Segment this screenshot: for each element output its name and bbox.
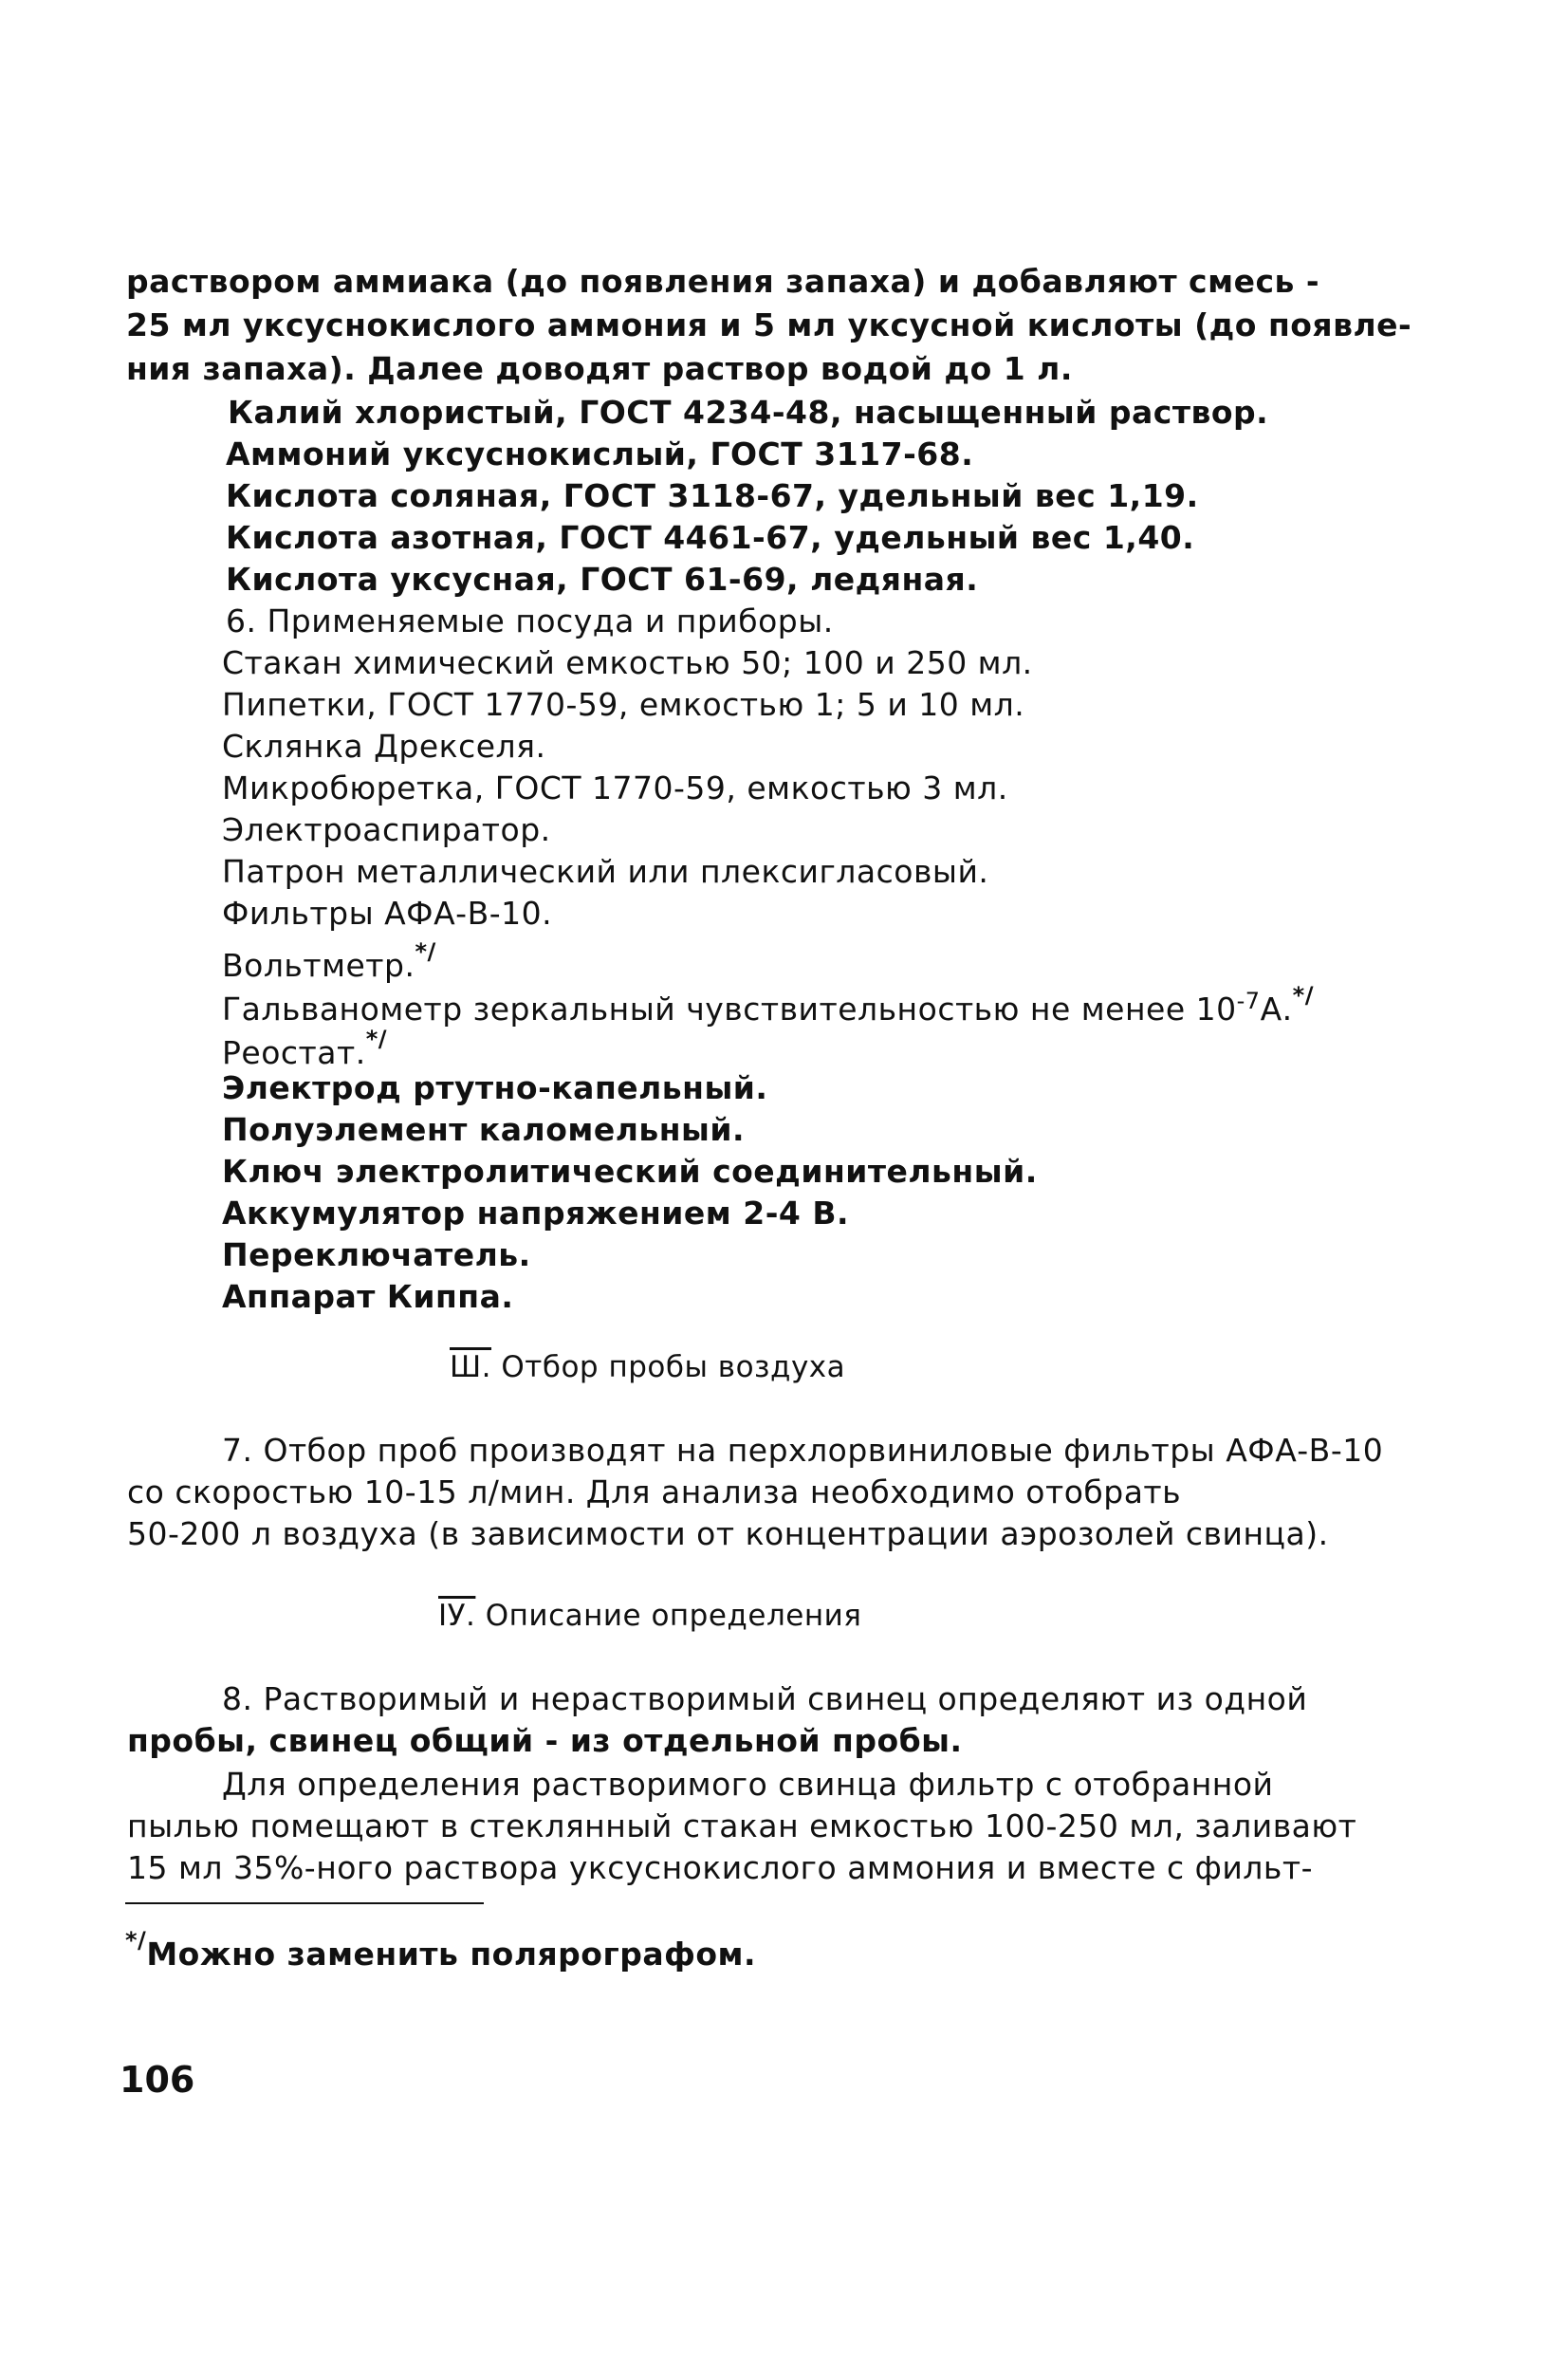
footnote-text: Можно заменить полярографом.	[146, 1936, 757, 1973]
section-3-title: Отбор пробы воздуха	[501, 1350, 846, 1384]
reagent-item: Аммоний уксуснокислый, ГОСТ 3117-68.	[226, 435, 974, 472]
footnote-marker: */	[1292, 982, 1314, 1009]
continuation-line-3: ния запаха). Далее доводят раствор водой до 1 л.	[126, 350, 1073, 387]
equipment-item: Стакан химический емкостью 50; 100 и 250 мл.	[222, 644, 1033, 681]
reagent-item: Кислота соляная, ГОСТ 3118-67, удельный вес 1,19.	[226, 477, 1199, 514]
section-4-title: Описание определения	[485, 1599, 862, 1633]
equipment-item: Ключ электролитический соединительный.	[222, 1153, 1038, 1190]
equipment-item: Электроаспиратор.	[222, 811, 551, 848]
paragraph-9-line: 15 мл 35%-ного раствора уксуснокислого аммония и вместе с фильт-	[127, 1849, 1313, 1886]
galvanometer-label: Гальванометр зеркальный чувствительностью не менее 10	[222, 991, 1237, 1028]
rheostat-label: Реостат.	[222, 1034, 366, 1071]
footnote-marker: */	[415, 938, 436, 965]
equipment-rheostat	[222, 1025, 387, 1073]
continuation-line-2: 25 мл уксуснокислого аммония и 5 мл уксусной кислоты (до появле-	[126, 306, 1412, 343]
paragraph-7-line: со скоростью 10-15 л/мин. Для анализа необходимо отобрать	[127, 1473, 1182, 1510]
section-4-numeral: IУ.	[438, 1599, 476, 1633]
galvanometer-exponent: -7	[1236, 988, 1261, 1014]
equipment-item: Микробюретка, ГОСТ 1770-59, емкостью 3 мл.	[222, 769, 1008, 806]
reagent-item: Кислота азотная, ГОСТ 4461-67, удельный вес 1,40.	[226, 519, 1195, 556]
equipment-item: Патрон металлический или плексигласовый.	[222, 853, 989, 890]
continuation-line-1: раствором аммиака (до появления запаха) и добавляют смесь -	[126, 263, 1320, 300]
paragraph-8-line: 8. Растворимый и нерастворимый свинец определяют из одной	[222, 1680, 1308, 1717]
equipment-item: Пипетки, ГОСТ 1770-59, емкостью 1; 5 и 10 мл.	[222, 686, 1025, 723]
paragraph-7-line: 50-200 л воздуха (в зависимости от концентрации аэрозолей свинца).	[127, 1515, 1329, 1552]
section-3-heading	[450, 1347, 845, 1387]
equipment-voltmeter	[222, 937, 436, 986]
voltmeter-label: Вольтметр.	[222, 947, 415, 984]
footnote-marker: */	[365, 1026, 388, 1052]
equipment-item: Электрод ртутно-капельный.	[222, 1069, 768, 1106]
footnote-marker: */	[125, 1927, 147, 1954]
footnote-divider	[125, 1902, 484, 1904]
paragraph-9-line: Для определения растворимого свинца фильтр с отобранной	[222, 1766, 1274, 1803]
equipment-galvanometer	[222, 981, 1314, 1029]
equipment-item: Аккумулятор напряжением 2-4 В.	[222, 1195, 850, 1232]
reagent-item: Калий хлористый, ГОСТ 4234-48, насыщенный раствор.	[228, 394, 1269, 431]
section-4-heading	[438, 1596, 861, 1636]
footnote	[125, 1926, 756, 1974]
reagent-item: Кислота уксусная, ГОСТ 61-69, ледяная.	[226, 561, 979, 598]
equipment-item: Аппарат Киппа.	[222, 1278, 514, 1315]
page-number: 106	[120, 2059, 195, 2101]
paragraph-7-line: 7. Отбор проб производят на перхлорвиниловые фильтры АФА-В-10	[222, 1432, 1384, 1469]
equipment-item: Фильтры АФА-В-10.	[222, 895, 553, 932]
section-3-numeral: Ш.	[450, 1350, 492, 1384]
paragraph-9-line: пылью помещают в стеклянный стакан емкостью 100-250 мл, заливают	[127, 1807, 1357, 1844]
section-6-title: 6. Применяемые посуда и приборы.	[226, 602, 834, 639]
equipment-item: Полуэлемент каломельный.	[222, 1111, 746, 1148]
paragraph-8-line: пробы, свинец общий - из отдельной пробы.	[127, 1722, 963, 1759]
equipment-item: Переключатель.	[222, 1236, 531, 1273]
equipment-item: Склянка Дрекселя.	[222, 728, 546, 765]
galvanometer-unit: А.	[1260, 991, 1293, 1028]
